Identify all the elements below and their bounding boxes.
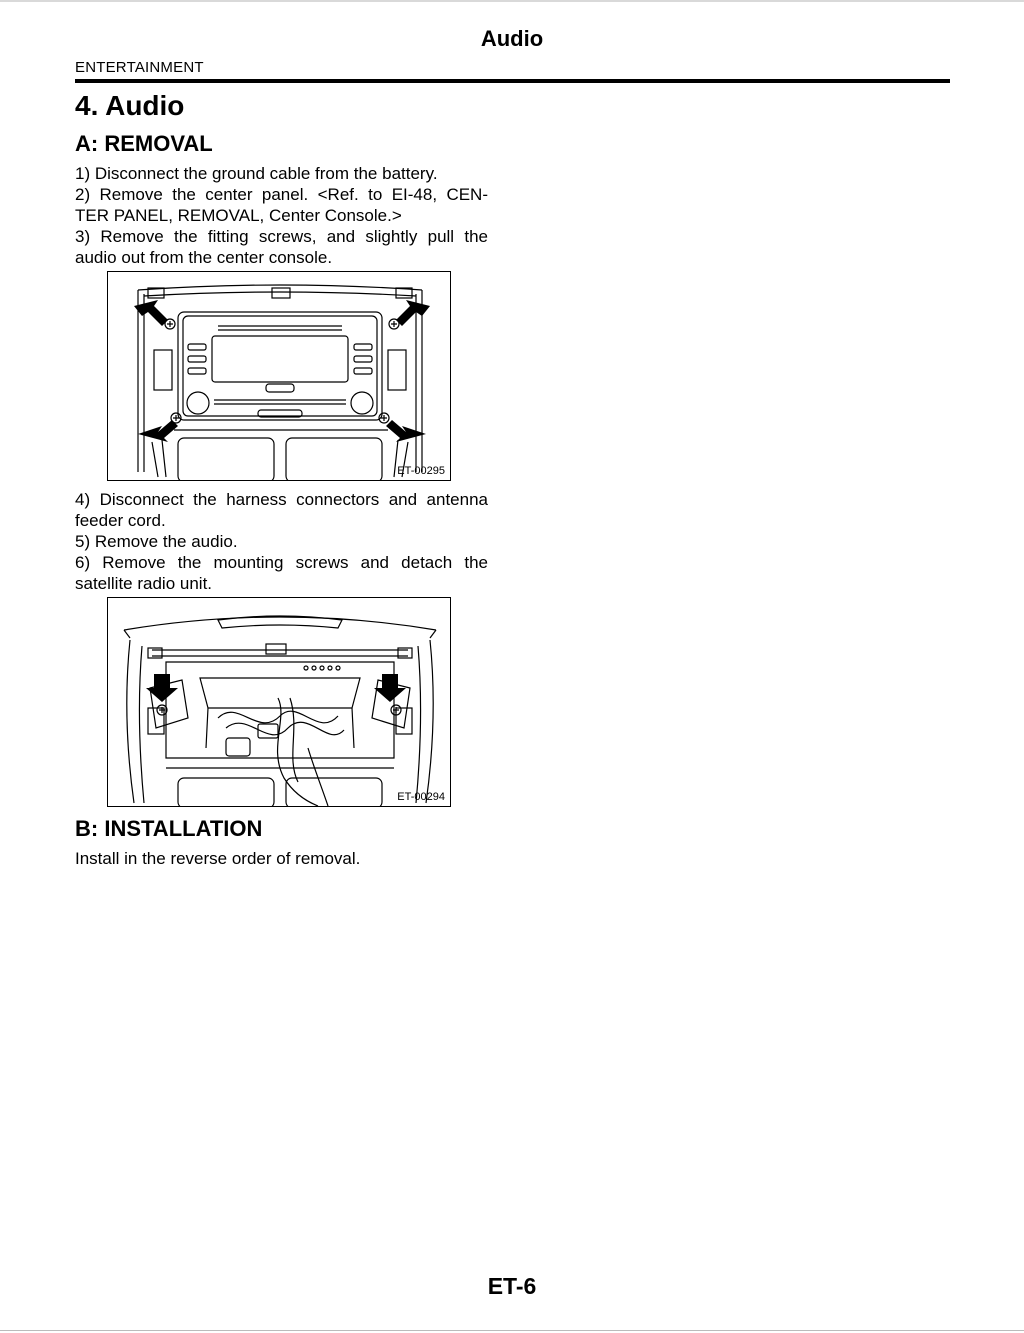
installation-heading: B: INSTALLATION <box>75 816 263 841</box>
header-divider <box>75 79 950 83</box>
step-6-line-2: satellite radio unit. <box>75 574 213 593</box>
figure-audio-removal <box>107 271 451 481</box>
figure-code: ET-00294 <box>397 791 445 803</box>
figure-code: ET-00295 <box>397 465 445 477</box>
satellite-radio-illustration <box>108 598 451 807</box>
top-edge-rule <box>0 0 1024 2</box>
page-header-section: ENTERTAINMENT <box>75 59 204 76</box>
step-3-line-2: audio out from the center console. <box>75 248 333 267</box>
step-6-line-1: 6) Remove the mounting screws and detach the <box>75 553 488 572</box>
section-heading: 4. Audio <box>75 90 185 121</box>
figure-satellite-radio-removal <box>107 597 451 807</box>
step-2-line-2: TER PANEL, REMOVAL, Center Console.> <box>75 206 402 225</box>
audio-unit-illustration <box>108 272 451 481</box>
step-5: 5) Remove the audio. <box>75 532 238 551</box>
step-3-line-1: 3) Remove the fitting screws, and slightly pull the <box>75 227 488 246</box>
removal-heading: A: REMOVAL <box>75 131 213 156</box>
step-4-line-1: 4) Disconnect the harness connectors and antenna <box>75 490 488 509</box>
step-1: 1) Disconnect the ground cable from the battery. <box>75 164 438 183</box>
bottom-edge-rule <box>0 1330 1024 1331</box>
installation-text: Install in the reverse order of removal. <box>75 849 361 868</box>
step-4-line-2: feeder cord. <box>75 511 166 530</box>
page-number: ET-6 <box>487 1273 537 1299</box>
page-header-title: Audio <box>480 26 544 51</box>
step-2-line-1: 2) Remove the center panel. <Ref. to EI-48, CEN- <box>75 185 488 204</box>
